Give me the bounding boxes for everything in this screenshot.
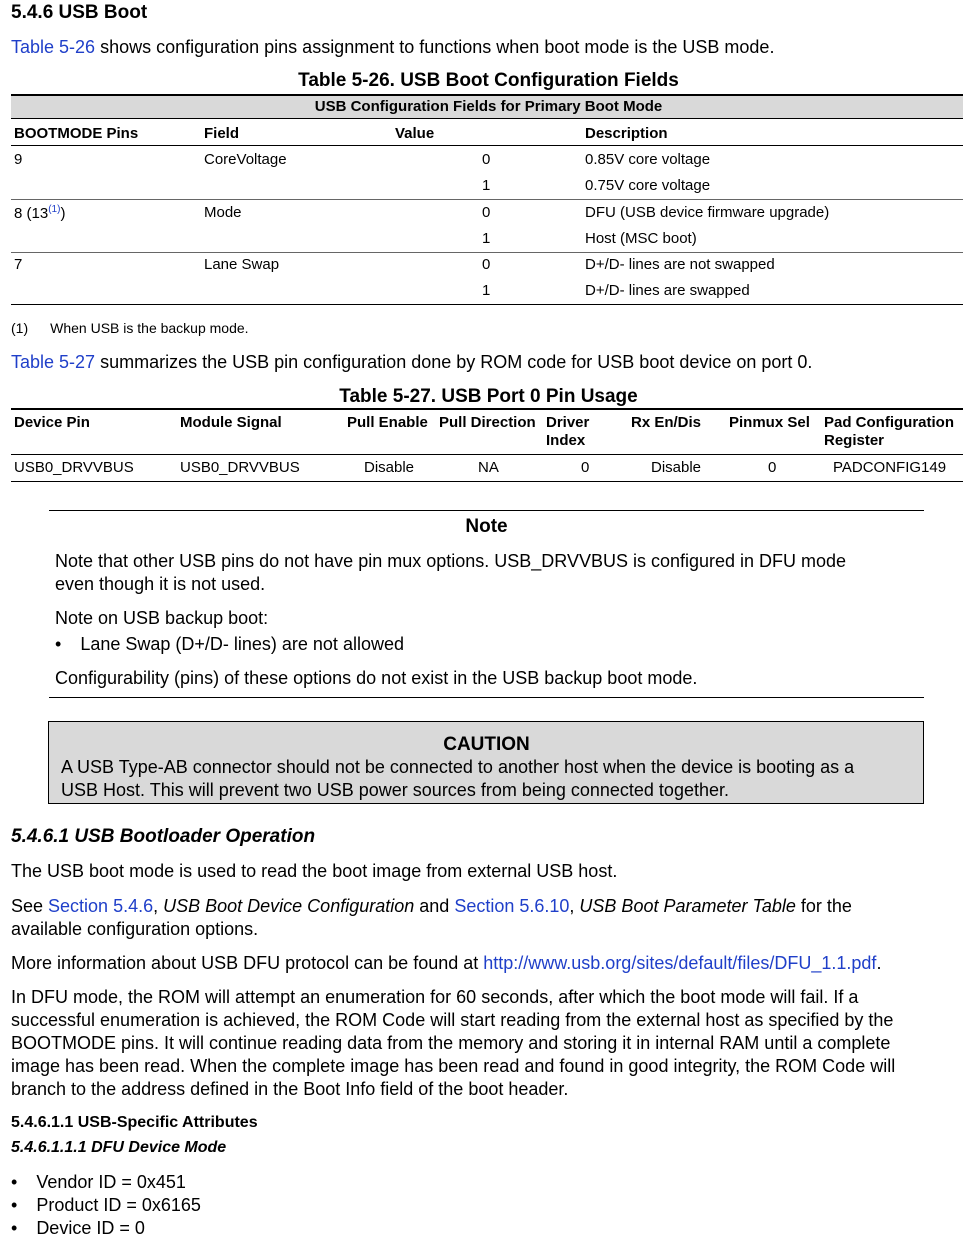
table-27-cell-device-pin: USB0_DRVVBUS bbox=[14, 459, 134, 476]
dfu-paragraph-line: branch to the address defined in the Boot Info field of the boot header. bbox=[11, 1079, 569, 1099]
table-26-cell-value: 1 bbox=[482, 282, 491, 299]
dfu-paragraph-line: successful enumeration is achieved, the ROM Code will start reading from the external host as specified by the bbox=[11, 1010, 894, 1030]
bullet-icon: • bbox=[55, 634, 62, 654]
intro-paragraph bbox=[11, 36, 774, 59]
table-27-cell-rx: Disable bbox=[651, 459, 702, 476]
table-26-header-field: Field bbox=[204, 125, 240, 142]
note-bullet-item: • Lane Swap (D+/D- lines) are not allowed bbox=[55, 634, 404, 654]
table-27-bottom-rule bbox=[11, 481, 963, 482]
table-27-header-rx: Rx En/Dis bbox=[631, 414, 702, 431]
section-5-4-6-link[interactable]: Section 5.4.6 bbox=[48, 896, 154, 916]
table-26-caption: Table 5-26. USB Boot Configuration Fields bbox=[298, 70, 679, 91]
table-26-cell-pins: 7 bbox=[14, 256, 23, 273]
footnote bbox=[11, 320, 249, 336]
table-26-cell-value: 1 bbox=[482, 230, 491, 247]
table-27-cell-driver-index: 0 bbox=[581, 459, 590, 476]
table-27-header-driver: Driver bbox=[546, 414, 590, 431]
section-5-6-10-link[interactable]: Section 5.6.10 bbox=[454, 896, 570, 916]
table-26-row-rule bbox=[11, 252, 963, 253]
table-26-header-description: Description bbox=[585, 125, 668, 142]
footnote-ref[interactable]: (1) bbox=[48, 204, 61, 215]
note-bottom-rule bbox=[49, 697, 924, 698]
summary-paragraph bbox=[11, 351, 812, 374]
see-paragraph-line-2: available configuration options. bbox=[11, 919, 259, 939]
table-27-header-pull-enable: Pull Enable bbox=[347, 414, 428, 431]
table-26-bottom-rule bbox=[11, 304, 963, 305]
list-item: • Device ID = 0 bbox=[11, 1218, 145, 1238]
table-26-cell-pins: 9 bbox=[14, 151, 23, 168]
table-27-header-register: Register bbox=[824, 432, 885, 449]
note-top-rule bbox=[49, 510, 924, 511]
note-paragraph-1a: Note that other USB pins do not have pin mux options. USB_DRVVBUS is configured in DFU mode bbox=[55, 551, 847, 571]
table-26-header-pins: BOOTMODE Pins bbox=[14, 125, 139, 142]
table-26-cell-description: 0.75V core voltage bbox=[585, 177, 711, 194]
table-26-cell-description: D+/D- lines are swapped bbox=[585, 282, 750, 299]
table-5-26-link[interactable]: Table 5-26 bbox=[11, 37, 96, 57]
table-27-header-pull-direction: Pull Direction bbox=[439, 414, 536, 431]
table-26-cell-field: Lane Swap bbox=[204, 256, 280, 273]
table-27-cell-pad-config: PADCONFIG149 bbox=[833, 459, 947, 476]
more-info-paragraph: More information about USB DFU protocol can be found at http://www.usb.org/sites/default/files/DFU_1.1.pdf. bbox=[11, 953, 882, 973]
dfu-device-mode-title: 5.4.6.1.1.1 DFU Device Mode bbox=[11, 1139, 227, 1156]
bootloader-paragraph-1: The USB boot mode is used to read the boot image from external USB host. bbox=[11, 861, 618, 881]
dfu-paragraph-line: BOOTMODE pins. It will continue reading data from the memory and storing it in internal RAM until a complete bbox=[11, 1033, 891, 1053]
table-26-cell-description: Host (MSC boot) bbox=[585, 230, 697, 247]
table-26-cell-description: D+/D- lines are not swapped bbox=[585, 256, 775, 273]
table-27-cell-pull-direction: NA bbox=[478, 459, 499, 476]
table-26-cell-pins: 8 (13$^{(1)}$) bbox=[14, 204, 66, 222]
list-item: • Product ID = 0x6165 bbox=[11, 1195, 201, 1215]
table-26-header-rule bbox=[11, 145, 963, 146]
usb-attributes-title: 5.4.6.1.1 USB-Specific Attributes bbox=[11, 1114, 258, 1131]
table-27-cell-pull-enable: Disable bbox=[364, 459, 415, 476]
summary-text: summarizes the USB pin configuration done by ROM code for USB boot device on port 0. bbox=[95, 352, 813, 372]
table-26-cell-value: 0 bbox=[482, 256, 491, 273]
bullet-icon: • bbox=[11, 1195, 18, 1215]
table-26-header-value: Value bbox=[395, 125, 435, 142]
note-title: Note bbox=[465, 516, 508, 537]
note-paragraph-3: Configurability (pins) of these options do not exist in the USB backup boot mode. bbox=[55, 668, 698, 688]
bullet-icon: • bbox=[11, 1218, 18, 1238]
caution-line-2: USB Host. This will prevent two USB power sources from being connected together. bbox=[61, 780, 729, 800]
table-27-header-pinmux: Pinmux Sel bbox=[729, 414, 810, 431]
table-27-header-index: Index bbox=[546, 432, 586, 449]
table-26-cell-value: 1 bbox=[482, 177, 491, 194]
note-paragraph-2: Note on USB backup boot: bbox=[55, 608, 269, 628]
table-26-cell-value: 0 bbox=[482, 204, 491, 221]
footnote-text: When USB is the backup mode. bbox=[50, 320, 249, 336]
dfu-paragraph-line: In DFU mode, the ROM will attempt an enumeration for 60 seconds, after which the boot mode will fail. If a bbox=[11, 987, 859, 1007]
table-27-header-module-signal: Module Signal bbox=[180, 414, 282, 431]
dfu-spec-link[interactable]: http://www.usb.org/sites/default/files/DFU_1.1.pdf bbox=[483, 953, 877, 973]
table-26-cell-field: CoreVoltage bbox=[204, 151, 287, 168]
caution-line-1: A USB Type-AB connector should not be connected to another host when the device is booting as a bbox=[61, 757, 855, 777]
table-27-header-device-pin: Device Pin bbox=[14, 414, 90, 431]
table-27-header-pad-config: Pad Configuration bbox=[824, 414, 954, 431]
table-27-caption: Table 5-27. USB Port 0 Pin Usage bbox=[339, 386, 638, 407]
list-item: • Vendor ID = 0x451 bbox=[11, 1172, 186, 1192]
footnote-number: (1) bbox=[11, 320, 29, 336]
table-27-top-rule bbox=[11, 408, 963, 410]
table-5-27-link[interactable]: Table 5-27 bbox=[11, 352, 96, 372]
section-title: 5.4.6 USB Boot bbox=[11, 2, 148, 23]
intro-text: shows configuration pins assignment to functions when boot mode is the USB mode. bbox=[95, 37, 775, 57]
table-27-cell-pinmux: 0 bbox=[768, 459, 777, 476]
table-26-cell-value: 0 bbox=[482, 151, 491, 168]
table-26-cell-description: 0.85V core voltage bbox=[585, 151, 711, 168]
table-27-cell-module-signal: USB0_DRVVBUS bbox=[180, 459, 300, 476]
table-26-band-label: USB Configuration Fields for Primary Boot Mode bbox=[314, 98, 663, 115]
table-26-cell-description: DFU (USB device firmware upgrade) bbox=[585, 204, 830, 221]
subsection-title: 5.4.6.1 USB Bootloader Operation bbox=[11, 826, 316, 847]
table-26-band-rule bbox=[11, 118, 963, 119]
table-26-row-rule bbox=[11, 199, 963, 200]
table-27-header-rule bbox=[11, 454, 963, 455]
bullet-icon: • bbox=[11, 1172, 18, 1192]
table-26-cell-field: Mode bbox=[204, 204, 242, 221]
note-paragraph-1b: even though it is not used. bbox=[55, 574, 266, 594]
dfu-paragraph-line: image has been read. When the complete image has been read and found in good integrity, the ROM Code will bbox=[11, 1056, 896, 1076]
see-paragraph-line-1: See Section 5.4.6, USB Boot Device Configuration and Section 5.6.10, USB Boot Parameter Table for the bbox=[11, 896, 852, 916]
caution-title: CAUTION bbox=[443, 734, 530, 755]
